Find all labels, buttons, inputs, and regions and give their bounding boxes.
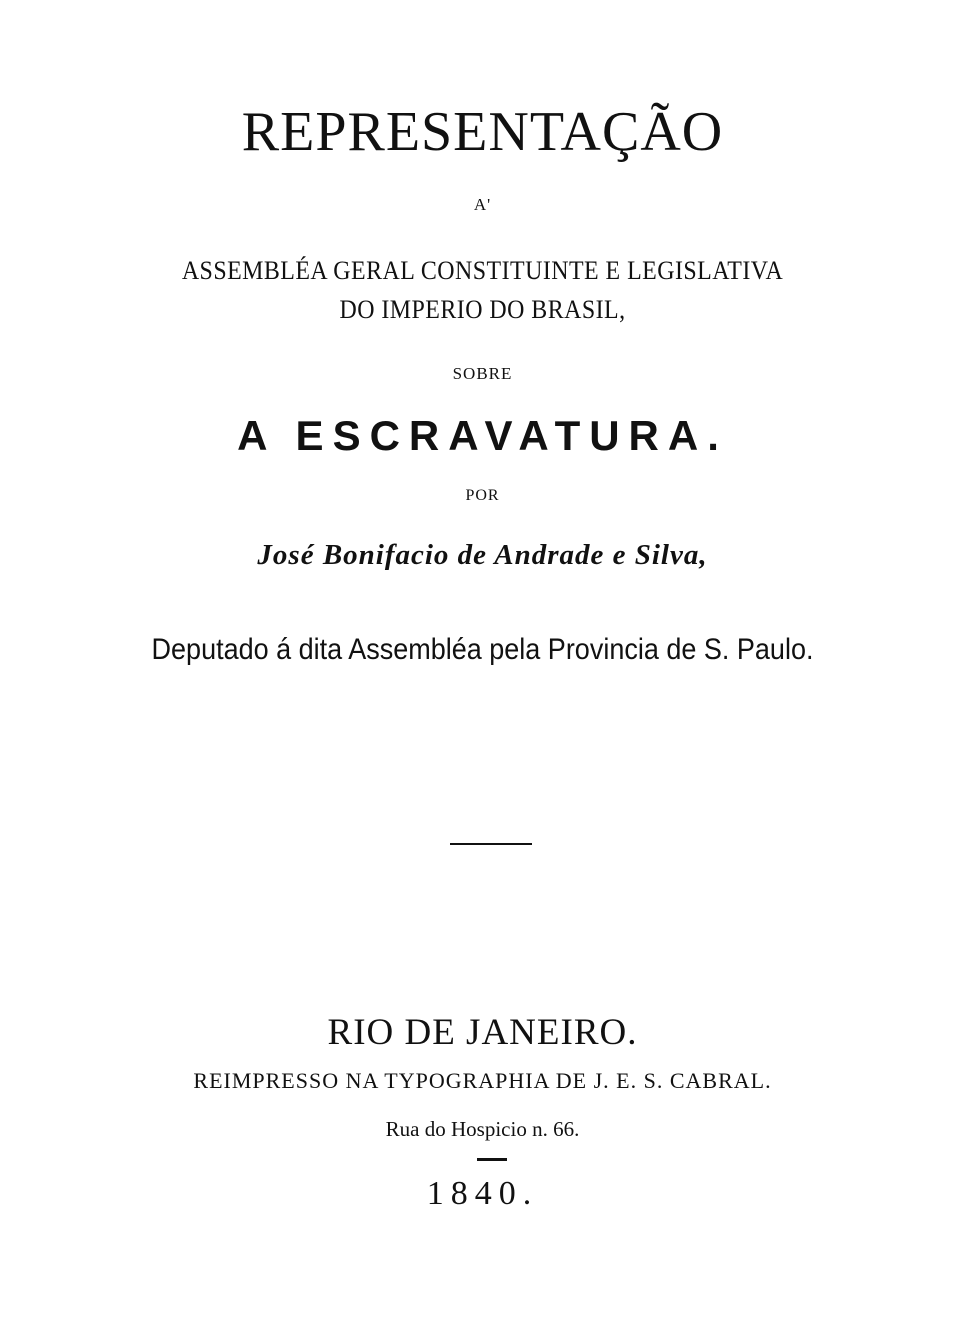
assembly-line-1: ASSEMBLÉA GERAL CONSTITUINTE E LEGISLATIVA	[181, 256, 784, 285]
por-label: POR	[465, 487, 500, 504]
imprint-year: 1840.	[426, 1175, 539, 1212]
short-divider-rule	[477, 1158, 507, 1161]
imprint-printer: REIMPRESSO NA TYPOGRAPHIA DE J. E. S. CABRAL.	[193, 1068, 772, 1093]
author-description: Deputado á dita Assembléa pela Provincia de S. Paulo.	[151, 633, 814, 666]
dedication-preposition: A'	[473, 195, 492, 214]
sobre-label: SOBRE	[452, 364, 513, 383]
assembly-line-2: DO IMPERIO DO BRASIL,	[339, 295, 626, 324]
divider-rule	[450, 843, 532, 845]
author-name: José Bonifacio de Andrade e Silva,	[257, 539, 708, 571]
imprint-address: Rua do Hospicio n. 66.	[385, 1117, 580, 1141]
page-title: REPRESENTAÇÃO	[241, 101, 724, 163]
subject-heading: A ESCRAVATURA.	[237, 412, 728, 459]
imprint-city: RIO DE JANEIRO.	[327, 1012, 638, 1053]
